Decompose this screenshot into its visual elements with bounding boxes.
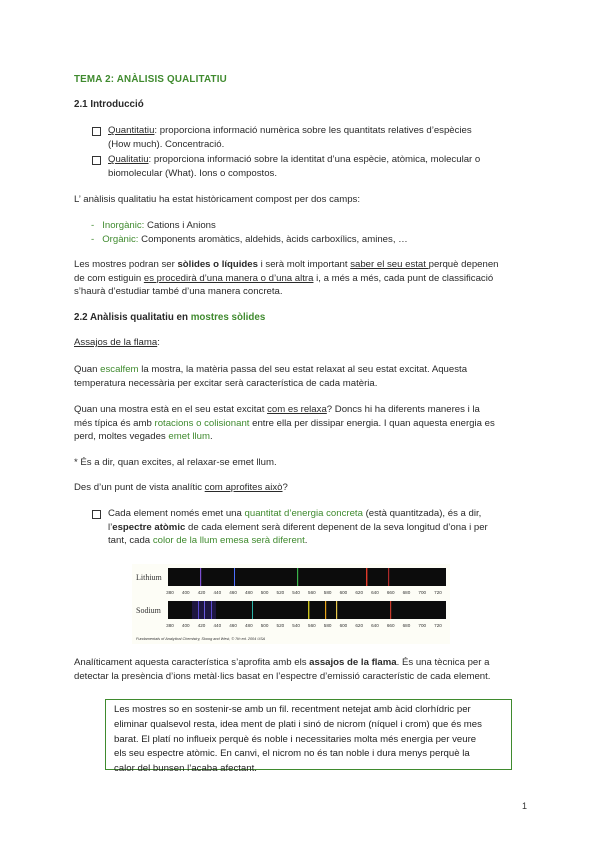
note-line: els seu espectre atòmic. En canvi, el nicrom no és tan noble i dura menys perquè la — [114, 748, 470, 760]
text: la mostra, la matèria passa del seu estat relaxat al seu estat excitat. Aquesta — [138, 364, 468, 375]
text-underlined: es procedirà d’una manera o d’una altra — [143, 272, 314, 284]
item-text: : proporciona informació numèrica sobre les quantitats relatives d’espècies — [154, 125, 472, 136]
tick-label: 560 — [308, 623, 316, 628]
section-heading-introduccio: 2.1 Introducció — [74, 99, 144, 110]
sodium-tick-labels — [166, 623, 442, 628]
tick-label: 580 — [323, 590, 332, 595]
term-qualitatiu: Qualitatiu — [108, 154, 149, 165]
text-bold: espectre atòmic — [112, 521, 186, 533]
tick-label: 600 — [339, 590, 348, 595]
lithium-line — [297, 568, 298, 586]
text: . És una tècnica per a — [396, 657, 490, 668]
text: Cada element només emet una — [108, 508, 245, 519]
text: perd, moltes vegades — [74, 431, 169, 443]
text: i serà molt important — [257, 259, 351, 270]
text: Les mostres podran ser — [74, 259, 178, 270]
text: detectar la presència d’ions metàl·lics basat en l’espectre d’emissió característic de cada element. — [74, 670, 491, 682]
tick-label: 540 — [292, 623, 300, 628]
tick-label: 380 — [166, 590, 174, 595]
spectrum-caption: Fundamentals of Analytical Chemistry, Skoog and West, © 7th ed. 2004 USA — [136, 637, 266, 641]
checkbox-quantitatiu-icon — [92, 127, 101, 141]
tick-label: 440 — [213, 590, 222, 595]
heading-text: 2.2 Anàlisis qualitatiu en — [74, 312, 191, 323]
text-underlined: com es relaxa — [267, 404, 327, 415]
tick-label: 700 — [418, 623, 427, 628]
paragraph-relaxa — [74, 403, 534, 444]
tick-label: 480 — [244, 623, 253, 628]
sodium-line — [211, 601, 212, 619]
note-emet-llum: * És a dir, quan excites, al relaxar-se emet llum. — [74, 457, 277, 468]
text: (està quantitzada), és a dir, — [362, 508, 482, 519]
tick-label: 460 — [229, 623, 237, 628]
text: i, a més a més, cada punt de classificació — [313, 272, 494, 284]
text-green: rotacions o colisionant — [154, 417, 250, 429]
text: Quan una mostra està en el seu estat excitat — [74, 404, 268, 415]
page-title: TEMA 2: ANÀLISIS QUALITATIU — [74, 74, 227, 85]
tick-label: 540 — [292, 590, 300, 595]
note-line: Les mostres so en sostenir-se amb un fil. recentment netejat amb àcid clorhídric per — [114, 704, 471, 715]
lithium-line — [234, 568, 235, 586]
sodium-line — [308, 601, 309, 619]
tick-label: 580 — [323, 623, 332, 628]
text: Des d’un punt de vista analític — [74, 482, 205, 493]
highlighted-note-box — [105, 699, 512, 775]
note-line: eliminar qualsevol resta, idea ment de plati i sinó de nicrom (níquel i crom) que és mes — [114, 718, 482, 730]
lithium-line — [388, 568, 389, 586]
tick-label: 600 — [339, 623, 348, 628]
item-espectre — [108, 507, 528, 548]
sodium-line — [204, 601, 205, 619]
tick-label: 660 — [386, 590, 395, 595]
lithium-line — [200, 568, 201, 586]
subheading-assajos — [74, 336, 160, 350]
paragraph-camps: L’ anàlisis qualitatiu ha estat històricament compost per dos camps: — [74, 194, 361, 205]
text-green: color de la llum emesa serà diferent — [152, 535, 305, 547]
tick-label: 520 — [276, 590, 285, 595]
tick-label: 420 — [197, 590, 206, 595]
heading-text-green: mostres sòlides — [190, 312, 266, 323]
tick-label: 400 — [181, 623, 190, 628]
text: tant, cada — [108, 535, 153, 547]
emission-spectrum-figure — [132, 564, 450, 644]
tick-label: 420 — [197, 623, 206, 628]
checkbox-qualitatiu-icon — [92, 156, 101, 170]
text: s’haurà d’estudiar també d’una manera concreta. — [74, 286, 283, 298]
text: entre ella per dissipar energia. I quan aquesta energia es — [249, 417, 495, 429]
tick-label: 460 — [229, 590, 237, 595]
lithium-line — [366, 568, 367, 586]
sodium-line — [336, 601, 337, 619]
sodium-line — [325, 601, 326, 619]
field-text: Cations i Anions — [144, 220, 216, 231]
text-green: emet llum — [168, 431, 210, 443]
tick-label: 520 — [276, 623, 285, 628]
list-field-inorganic — [91, 219, 521, 233]
dash: - — [91, 220, 95, 231]
paragraph-mostres — [74, 258, 534, 299]
tick-label: 680 — [402, 623, 411, 628]
spectrum-svg — [132, 564, 450, 644]
tick-label: 720 — [434, 590, 442, 595]
colon: : — [157, 337, 160, 348]
text: Analíticament aquesta característica s’aprofita amb els — [74, 657, 310, 668]
sodium-line — [390, 601, 391, 619]
tick-label: 620 — [355, 623, 364, 628]
text: de cada element serà diferent depenent de la seva longitud d’ona i per — [185, 521, 488, 533]
tick-label: 640 — [371, 623, 379, 628]
tick-label: 440 — [213, 623, 222, 628]
item-quantitatiu — [108, 124, 528, 151]
text: ? — [282, 482, 288, 493]
text: l’ — [108, 521, 113, 533]
item-qualitatiu — [108, 153, 528, 180]
tick-label: 500 — [260, 623, 269, 628]
tick-label: 640 — [371, 590, 379, 595]
tick-label: 720 — [434, 623, 442, 628]
sodium-line — [252, 601, 253, 619]
field-label: Orgànic: — [102, 234, 139, 245]
sodium-line — [198, 601, 199, 619]
lithium-spectrum-band — [168, 568, 446, 586]
tick-label: 680 — [402, 590, 411, 595]
text-underlined: saber el seu estat — [350, 259, 429, 270]
text: perquè depenen — [428, 259, 499, 270]
paragraph-escalfem — [74, 363, 534, 390]
spectrum-label-sodium: Sodium — [136, 606, 161, 615]
tick-label: 480 — [244, 590, 253, 595]
tick-label: 660 — [386, 623, 395, 628]
paragraph-aprofites — [74, 481, 526, 495]
tick-label: 400 — [181, 590, 190, 595]
note-line: calor del bunsen l’acaba afectant. — [114, 763, 257, 775]
text: Quan — [74, 364, 101, 375]
subheading-text: Assajos de la flama — [74, 337, 158, 348]
tick-label: 700 — [418, 590, 427, 595]
paragraph-assajos-flama — [74, 656, 536, 683]
text-bold: assajos de la flama — [309, 657, 397, 668]
spectrum-label-lithium: Lithium — [136, 573, 162, 582]
text: més típica és amb — [74, 417, 155, 429]
text: ? Doncs hi ha diferents maneres i la — [326, 404, 480, 415]
term-quantitatiu: Quantitatiu — [108, 125, 155, 136]
text: de com estiguin — [74, 272, 144, 284]
field-label: Inorgànic: — [102, 220, 145, 231]
section-heading-mostres-solides — [74, 311, 265, 325]
text-bold: sòlides o líquides — [177, 259, 258, 270]
list-field-organic — [91, 233, 521, 247]
note-line: barat. El platí no influeix perquè és noble i necessitaries molta més energia per veure — [114, 733, 477, 745]
checkbox-espectre-icon — [92, 510, 101, 524]
item-text: : proporciona informació sobre la identitat d’una espècie, atòmica, molecular o — [148, 154, 481, 165]
tick-label: 560 — [308, 590, 316, 595]
text: . — [210, 431, 213, 443]
text-underlined: com aprofites això — [204, 482, 283, 493]
page-number: 1 — [522, 801, 528, 811]
item-text-2: (How much). Concentració. — [108, 138, 225, 150]
text-green: escalfem — [100, 364, 139, 375]
text-green: quantitat d’energia concreta — [244, 508, 363, 519]
item-text-2: biomolecular (What). Ions o compostos. — [108, 167, 278, 179]
lithium-tick-labels — [166, 590, 442, 595]
field-text: Components aromàtics, aldehids, àcids carboxílics, amines, … — [138, 234, 408, 245]
tick-label: 500 — [260, 590, 269, 595]
dash: - — [91, 234, 95, 245]
text: temperatura necessària per excitar serà característica de cada matèria. — [74, 377, 378, 389]
tick-label: 620 — [355, 590, 364, 595]
text: . — [304, 535, 308, 547]
tick-label: 380 — [166, 623, 174, 628]
